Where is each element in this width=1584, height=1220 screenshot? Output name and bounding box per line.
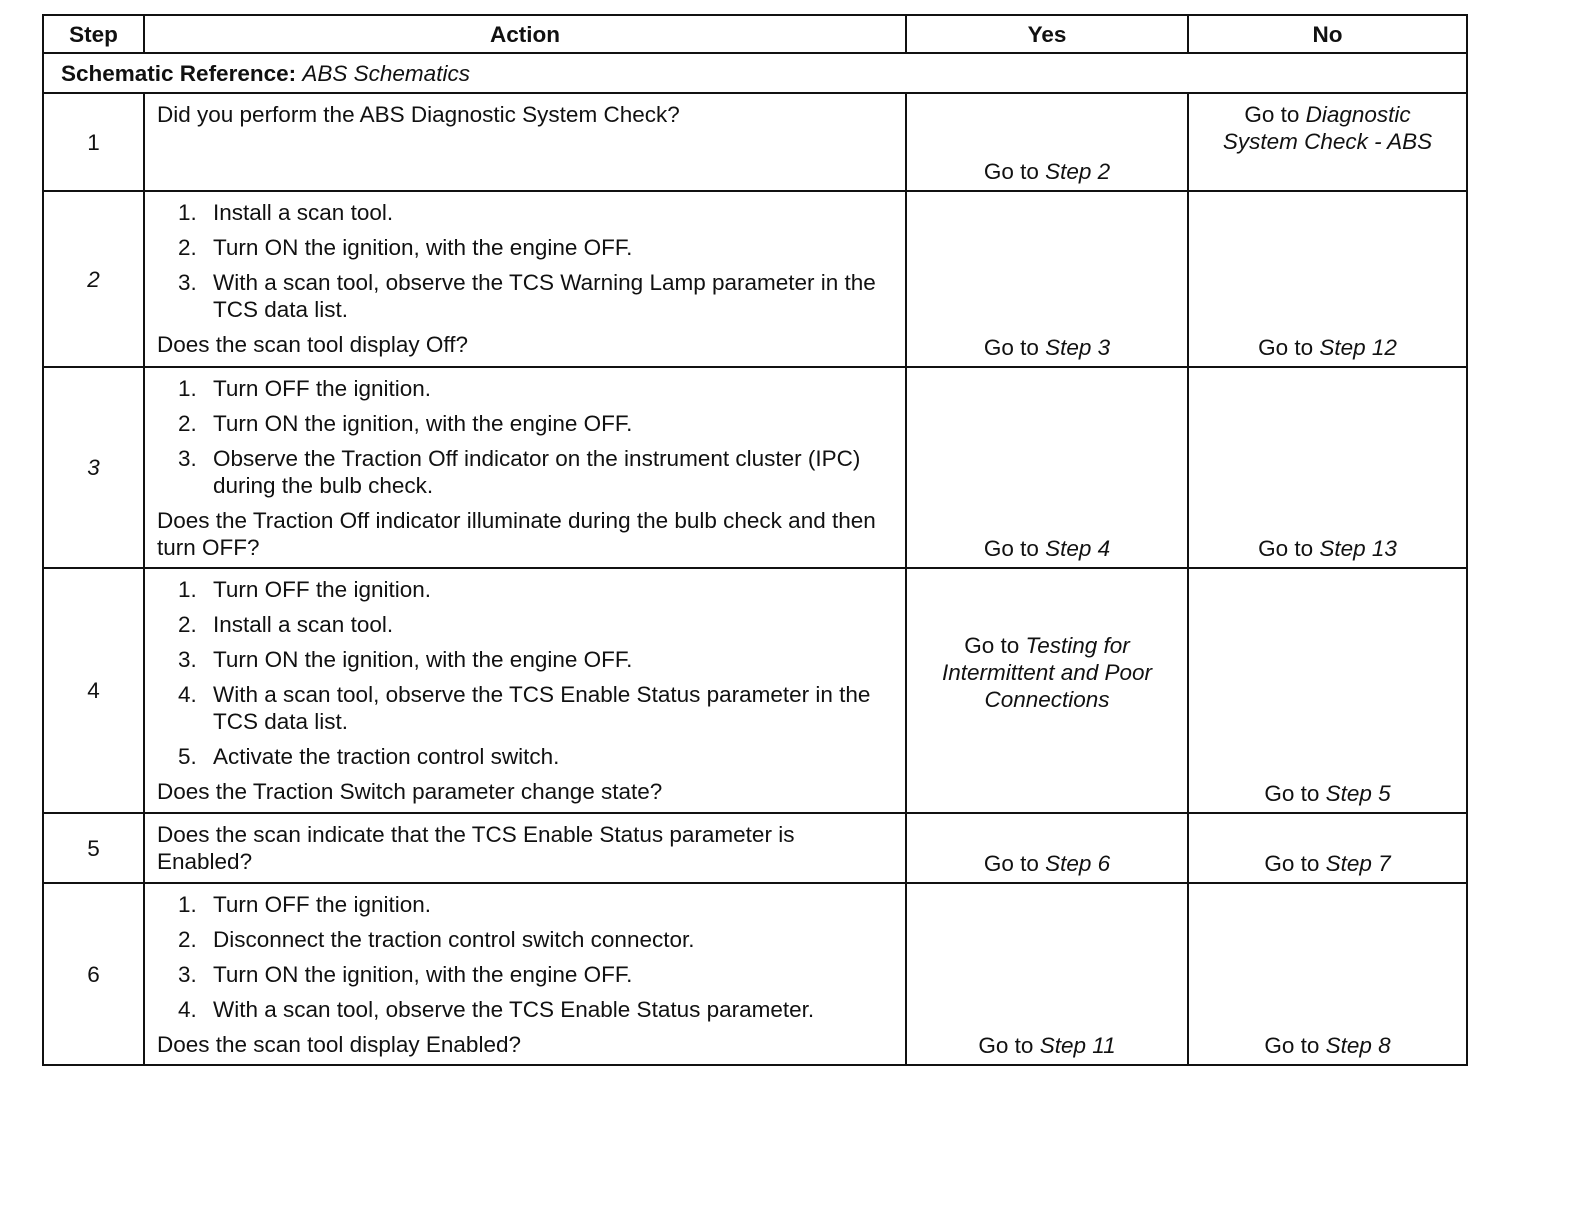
yes-prefix: Go to: [983, 851, 1039, 876]
list-item: 3. Turn ON the ignition, with the engine OFF.: [178, 647, 633, 672]
yes-cell: [906, 813, 1188, 883]
table-row: [43, 568, 1467, 813]
no-link[interactable]: Step 7: [1325, 851, 1391, 876]
schematic-reference-row: [43, 53, 1467, 93]
step-number: 6: [43, 883, 144, 1065]
question-text: Does the Traction Switch parameter change state?: [157, 779, 663, 804]
header-step: Step: [43, 15, 144, 53]
question-text: Does the scan tool display Enabled?: [157, 1032, 521, 1057]
no-prefix: Go to: [1264, 1033, 1320, 1058]
list-item: 1. Turn OFF the ignition.: [178, 577, 432, 602]
question-text: Did you perform the ABS Diagnostic System Check?: [157, 102, 680, 127]
yes-link-cont[interactable]: Intermittent and Poor: [941, 660, 1153, 685]
procedure-list: [157, 375, 893, 499]
no-prefix: Go to: [1264, 781, 1320, 806]
action-cell: [144, 813, 906, 883]
no-link[interactable]: Step 12: [1319, 335, 1397, 360]
no-prefix: Go to: [1264, 851, 1320, 876]
table-row: [43, 191, 1467, 367]
yes-link[interactable]: Step 6: [1045, 851, 1111, 876]
yes-prefix: Go to: [983, 536, 1039, 561]
step-number: 2: [43, 191, 144, 367]
step-number: 3: [43, 367, 144, 568]
yes-prefix: Go to: [983, 335, 1039, 360]
list-item: 1. Turn OFF the ignition.: [178, 892, 432, 917]
step-number: 4: [43, 568, 144, 813]
no-link[interactable]: Step 8: [1325, 1033, 1391, 1058]
yes-cell: [906, 367, 1188, 568]
header-no: No: [1188, 15, 1467, 53]
no-link[interactable]: Step 13: [1319, 536, 1397, 561]
header-row: [43, 15, 1467, 53]
no-cell: [1188, 191, 1467, 367]
yes-prefix: Go to: [978, 1033, 1034, 1058]
question-text: Does the scan indicate that the TCS Enable Status parameter is Enabled?: [157, 822, 795, 874]
yes-link[interactable]: Step 3: [1045, 335, 1111, 360]
yes-prefix: Go to: [983, 159, 1039, 184]
step-number: 5: [43, 813, 144, 883]
no-prefix: Go to: [1244, 102, 1300, 127]
schematic-reference-label: Schematic Reference:: [61, 60, 297, 86]
list-item: 2. Disconnect the traction control switch connector.: [178, 927, 695, 952]
procedure-list: [157, 576, 893, 770]
header-action: Action: [144, 15, 906, 53]
list-item: 1. Install a scan tool.: [178, 200, 394, 225]
yes-prefix: Go to: [964, 633, 1020, 658]
action-cell: [144, 568, 906, 813]
action-cell: [144, 93, 906, 191]
schematic-reference: [43, 53, 1467, 93]
header-yes: Yes: [906, 15, 1188, 53]
list-item: 4. With a scan tool, observe the TCS Enable Status parameter.: [178, 997, 815, 1022]
no-cell: [1188, 93, 1467, 191]
diagnostic-table: [42, 14, 1468, 1066]
no-cell: [1188, 883, 1467, 1065]
question-text: Does the scan tool display Off?: [157, 332, 469, 357]
table-row: [43, 813, 1467, 883]
no-link-cont[interactable]: System Check - ABS: [1222, 129, 1433, 154]
list-item: 3. Observe the Traction Off indicator on the instrument cluster (IPC) during the bulb check.: [178, 446, 861, 498]
no-cell: [1188, 813, 1467, 883]
no-prefix: Go to: [1258, 335, 1314, 360]
list-item: 4. With a scan tool, observe the TCS Enable Status parameter in the TCS data list.: [178, 682, 871, 734]
yes-cell: [906, 191, 1188, 367]
action-cell: [144, 191, 906, 367]
list-item: 2. Turn ON the ignition, with the engine OFF.: [178, 235, 633, 260]
no-link[interactable]: Diagnostic: [1305, 102, 1411, 127]
no-cell: [1188, 367, 1467, 568]
list-item: 3. Turn ON the ignition, with the engine OFF.: [178, 962, 633, 987]
yes-link[interactable]: Step 4: [1045, 536, 1111, 561]
procedure-list: [157, 891, 893, 1023]
yes-cell: [906, 883, 1188, 1065]
action-cell: [144, 883, 906, 1065]
action-cell: [144, 367, 906, 568]
table-row: [43, 367, 1467, 568]
no-cell: [1188, 568, 1467, 813]
table-row: [43, 93, 1467, 191]
table-row: [43, 883, 1467, 1065]
list-item: 1. Turn OFF the ignition.: [178, 376, 432, 401]
yes-link[interactable]: Step 11: [1039, 1033, 1116, 1058]
yes-link[interactable]: Step 2: [1045, 159, 1111, 184]
no-prefix: Go to: [1258, 536, 1314, 561]
yes-cell: [906, 93, 1188, 191]
yes-link[interactable]: Testing for: [1025, 633, 1130, 658]
schematic-reference-link[interactable]: ABS Schematics: [302, 60, 470, 86]
yes-link-cont[interactable]: Connections: [984, 687, 1110, 712]
step-number: 1: [43, 93, 144, 191]
no-link[interactable]: Step 5: [1325, 781, 1391, 806]
yes-cell: [906, 568, 1188, 813]
list-item: 2. Turn ON the ignition, with the engine OFF.: [178, 411, 633, 436]
list-item: 5. Activate the traction control switch.: [178, 744, 560, 769]
procedure-list: [157, 199, 893, 323]
list-item: 3. With a scan tool, observe the TCS Warning Lamp parameter in the TCS data list.: [178, 270, 876, 322]
question-text: Does the Traction Off indicator illuminate during the bulb check and then turn OFF?: [157, 508, 876, 560]
list-item: 2. Install a scan tool.: [178, 612, 394, 637]
